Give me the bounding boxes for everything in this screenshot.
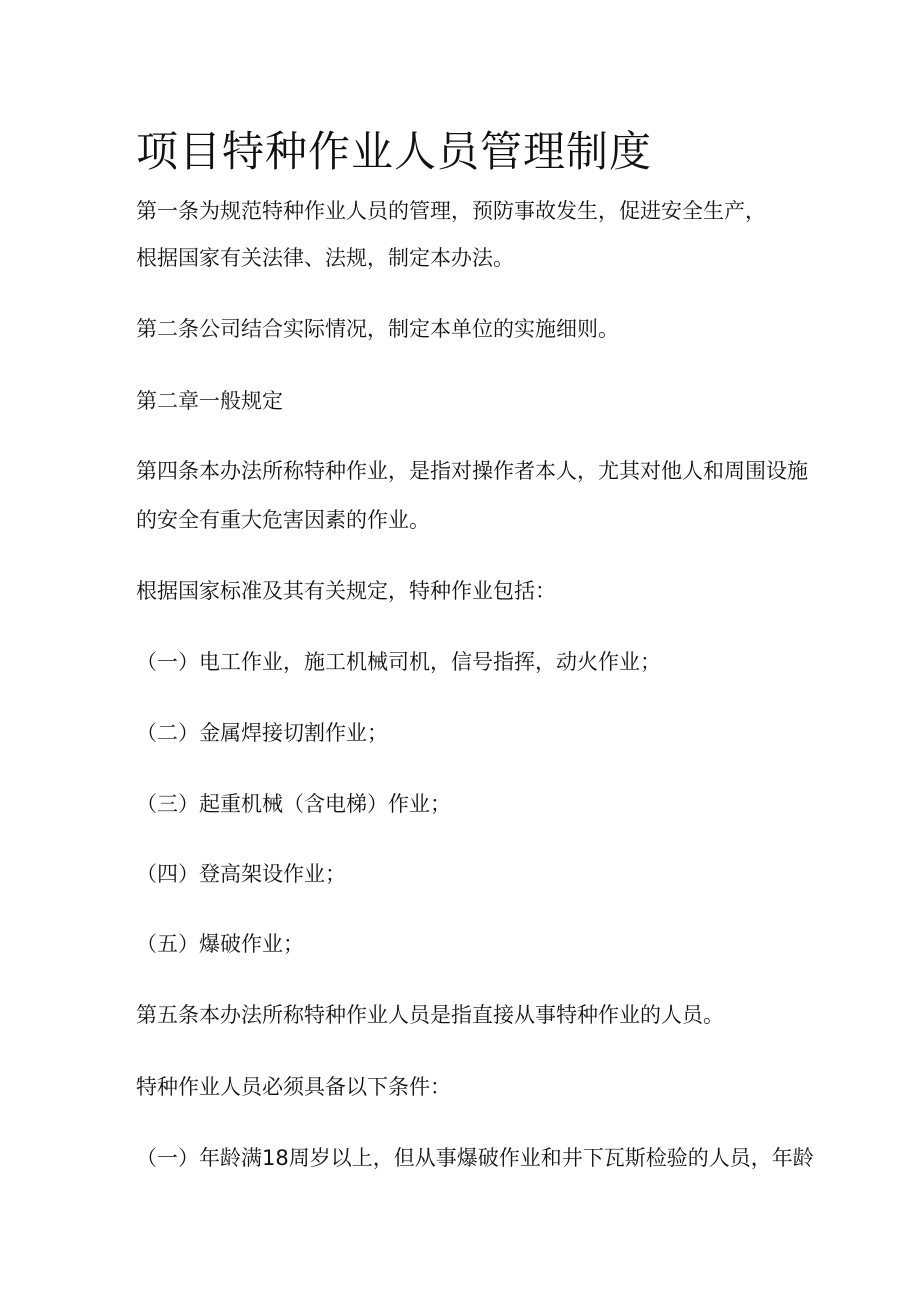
list-intro: 根据国家标准及其有关规定，特种作业包括：: [136, 579, 556, 603]
list-item-5: （五）爆破作业；: [136, 932, 304, 956]
list-item-4: （四）登高架设作业；: [136, 862, 346, 886]
list-item-3: （三）起重机械（含电梯）作业；: [136, 792, 451, 816]
article-2: 第二条公司结合实际情况，制定本单位的实施细则。: [136, 317, 619, 341]
article-4-line-2: 的安全有重大危害因素的作业。: [136, 508, 430, 532]
chapter-heading: 第二章一般规定: [136, 389, 283, 413]
article-1-line-1: 第一条为规范特种作业人员的管理，预防事故发生，促进安全生产，: [136, 199, 766, 223]
document-title: 项目特种作业人员管理制度: [136, 127, 653, 176]
article-1-line-2: 根据国家有关法律、法规，制定本办法。: [136, 246, 514, 270]
list-item-2: （二）金属焊接切割作业；: [136, 721, 388, 745]
condition-item-1: （一）年龄满18周岁以上，但从事爆破作业和井下瓦斯检验的人员，年龄: [136, 1146, 814, 1170]
article-5: 第五条本办法所称特种作业人员是指直接从事特种作业的人员。: [136, 1003, 724, 1027]
article-4-line-1: 第四条本办法所称特种作业，是指对操作者本人，尤其对他人和周围设施: [136, 459, 808, 483]
conditions-intro: 特种作业人员必须具备以下条件：: [136, 1075, 451, 1099]
list-item-1: （一）电工作业，施工机械司机，信号指挥，动火作业；: [136, 650, 661, 674]
